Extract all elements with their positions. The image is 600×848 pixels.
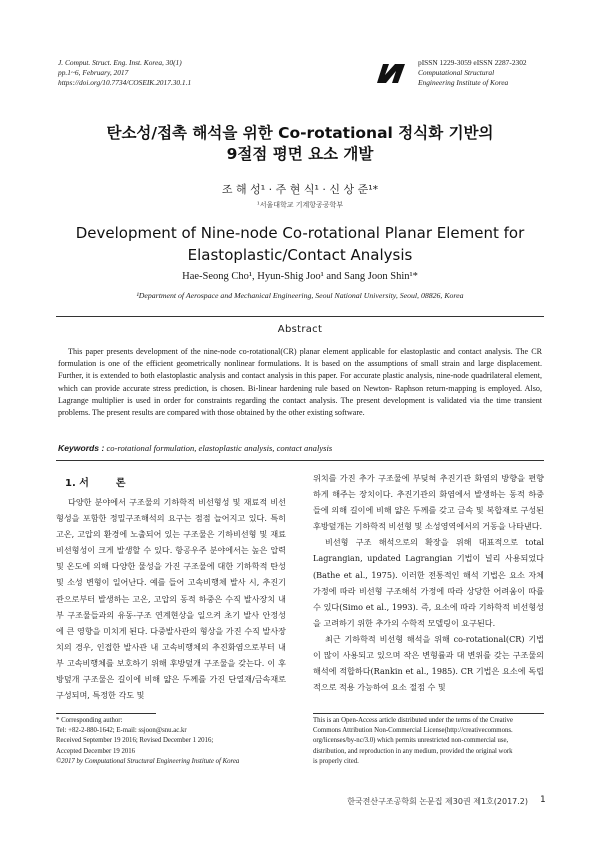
title-korean-line1: 탄소성/접촉 해석을 위한 Co-rotational 정식화 기반의	[106, 124, 494, 142]
abstract-heading: Abstract	[277, 324, 323, 335]
page-footer-journal: 한국전산구조공학회 논문집 제30권 제1호(2017.2)	[347, 797, 528, 806]
license-line: Commons Attribution Non-Commercial License(http://creativecommons.	[313, 727, 513, 735]
author-contact: Tel: +82-2-880-1642; E-mail: ssjoon@snu.ac.kr	[56, 727, 187, 735]
body-column-right	[313, 470, 544, 695]
license-line: org/licenses/by-nc/3.0) which permits unrestricted non-commercial use,	[313, 737, 509, 745]
body-paragraph: 최근 기하학적 비선형 해석을 위해 co-rotational(CR) 기법이 많이 사용되고 있으며 작은 변형률과 대 변위를 갖는 구조물의 해석에 적합하다(Rankin et al., 1985). CR 기법은 요소에 독립적으로 적용 가능하여 요소 절점 수 및	[313, 633, 544, 693]
journal-header-right	[418, 58, 527, 88]
corresponding-author: * Corresponding author:	[56, 717, 123, 724]
footnote-right	[313, 716, 513, 767]
society-name-line1: Computational Structural	[418, 68, 495, 77]
copyright: ©2017 by Computational Structural Engineering Institute of Korea	[56, 757, 240, 765]
section-title: 론	[115, 478, 126, 489]
authors-english: Hae-Seong Cho¹, Hyun-Shig Joo¹ and Sang Joon Shin¹*	[182, 271, 418, 282]
journal-header-left	[58, 58, 191, 88]
society-logo-icon	[376, 62, 406, 84]
title-korean	[0, 123, 600, 165]
body-column-left	[56, 494, 286, 703]
license-line: distribution, and reproduction in any medium, provided the original work	[313, 747, 513, 755]
body-paragraph: 비선형 구조 해석으로의 확장을 위해 대표적으로 total Lagrangian, updated Lagrangian 기법이 널리 사용되었다(Bathe et al., 1975). 이러한 전통적인 해석 기법은 요소 자체 가정에 따라 비선형 구조해석 가정에 따라 상당한 어려움이 따를 수 있다(Simo et al., 1993). 즉, 요소에 따라 기하학적 비선형성을 고려하기 위한 추가의 수학적 모델링이 요구된다.	[313, 537, 544, 628]
license-line: This is an Open-Access article distributed under the terms of the Creative	[313, 717, 513, 724]
society-name-line2: Engineering Institute of Korea	[418, 78, 509, 87]
page-number: 1	[540, 795, 546, 805]
body-paragraph: 다양한 분야에서 구조물의 기하학적 비선형성 및 재료적 비선형성을 포함한 정밀구조해석의 요구는 점점 늘어지고 있다. 특히 고온, 고압의 환경에 노출되어 있는 구조물은 기하비선형 및 재료 비선형성이 크게 발생할 수 있다. 항공우주 분야에서는 높은 압력 및 온도에 의해 다양한 물성을 가진 구조물에 대한 기하학적 탄성 및 소성 변형이 일어난다. 예를 들어 고속비행체 발사 시, 추진기관으로부터 발생하는 고온, 고압의 동적 하중은 수직 발사장치 내부 구조물들과의 유동-구조 연계현상을 일으켜 초기 발사 안정성에 큰 영향을 미치게 된다. 다중발사관의 형상을 가진 수직 발사장치의 경우, 인접한 발사관 내 고속비행체의 추진화염으로부터 내부 고속비행체를 보호하기 위해 후방덮개 구조물을 갖는다. 이 후방덮개 구조물은 길이에 비해 얇은 두께를 가진 단열재/금속재로 구성되며, 특정한 각도 및	[56, 497, 286, 701]
abstract-bottom-rule	[56, 460, 544, 461]
journal-citation: J. Comput. Struct. Eng. Inst. Korea, 30(1)	[58, 58, 182, 67]
authors-korean: 조 해 성¹ · 주 현 식¹ · 신 상 준¹*	[221, 183, 379, 196]
doi-link[interactable]: https://doi.org/10.7734/COSEIK.2017.30.1.1	[58, 78, 192, 87]
title-english-line2: Elastoplastic/Contact Analysis	[187, 246, 413, 264]
footnote-rule-right	[313, 713, 544, 714]
title-korean-line2: 9절점 평면 요소 개발	[226, 145, 374, 163]
affiliation-korean: ¹서울대학교 기계항공공학부	[256, 201, 344, 209]
journal-pages: pp.1~6, February, 2017	[58, 68, 129, 77]
issn: pISSN 1229-3059 eISSN 2287-2302	[418, 58, 527, 67]
section-number: 1. 서	[65, 478, 89, 489]
title-english	[0, 222, 600, 266]
keywords	[58, 443, 542, 453]
accepted-date: Accepted December 19 2016	[56, 747, 136, 755]
footnote-left	[56, 716, 239, 767]
section-heading	[65, 474, 126, 489]
body-paragraph: 위치를 가진 추가 구조물에 부딪혀 추진기관 화염의 방향을 편향하게 해주는 장치이다. 추진기관의 화염에서 발생하는 동적 하중들에 의해 길이에 비해 얇은 두께를 갖고 금속 및 복합재로 구성된 후방덮개는 기하학적 비선형 및 소성영역에서의 거동을 나타낸다.	[313, 473, 544, 532]
keywords-label: Keywords :	[58, 443, 105, 453]
received-date: Received September 19 2016; Revised December 1 2016;	[56, 737, 214, 745]
keywords-text: co-rotational formulation, elastoplastic analysis, contact analysis	[106, 443, 333, 453]
abstract-top-rule	[56, 316, 544, 317]
license-line: is properly cited.	[313, 757, 359, 765]
abstract-text: This paper presents development of the nine-node co-rotational(CR) planar element applicable for elastoplastic and contact analysis. The CR formulation is one of the efficient geometrically nonlinear formulations. It is based on the assumptions of small strain and large displacement. Further, it is extended to both elastoplastic analysis and contact analysis in this paper. For accurate plastic analysis, nine-node quadrilateral element, which can provide accurate stress prediction, is chosen. Bi-linear hardening rule based on Newton- Raphson return-mapping is employed. Also, Lagrange multiplier is used in order for constraints regarding the contact analysis. The present development is validated via the time transient problems. The present results are compared with those obtained by the other existing software.	[58, 347, 542, 418]
title-english-line1: Development of Nine-node Co-rotational Planar Element for	[75, 224, 525, 242]
footnote-rule-left	[56, 713, 156, 714]
affiliation-english: ¹Department of Aerospace and Mechanical Engineering, Seoul National University, Seoul, 08826, Korea	[136, 291, 464, 300]
